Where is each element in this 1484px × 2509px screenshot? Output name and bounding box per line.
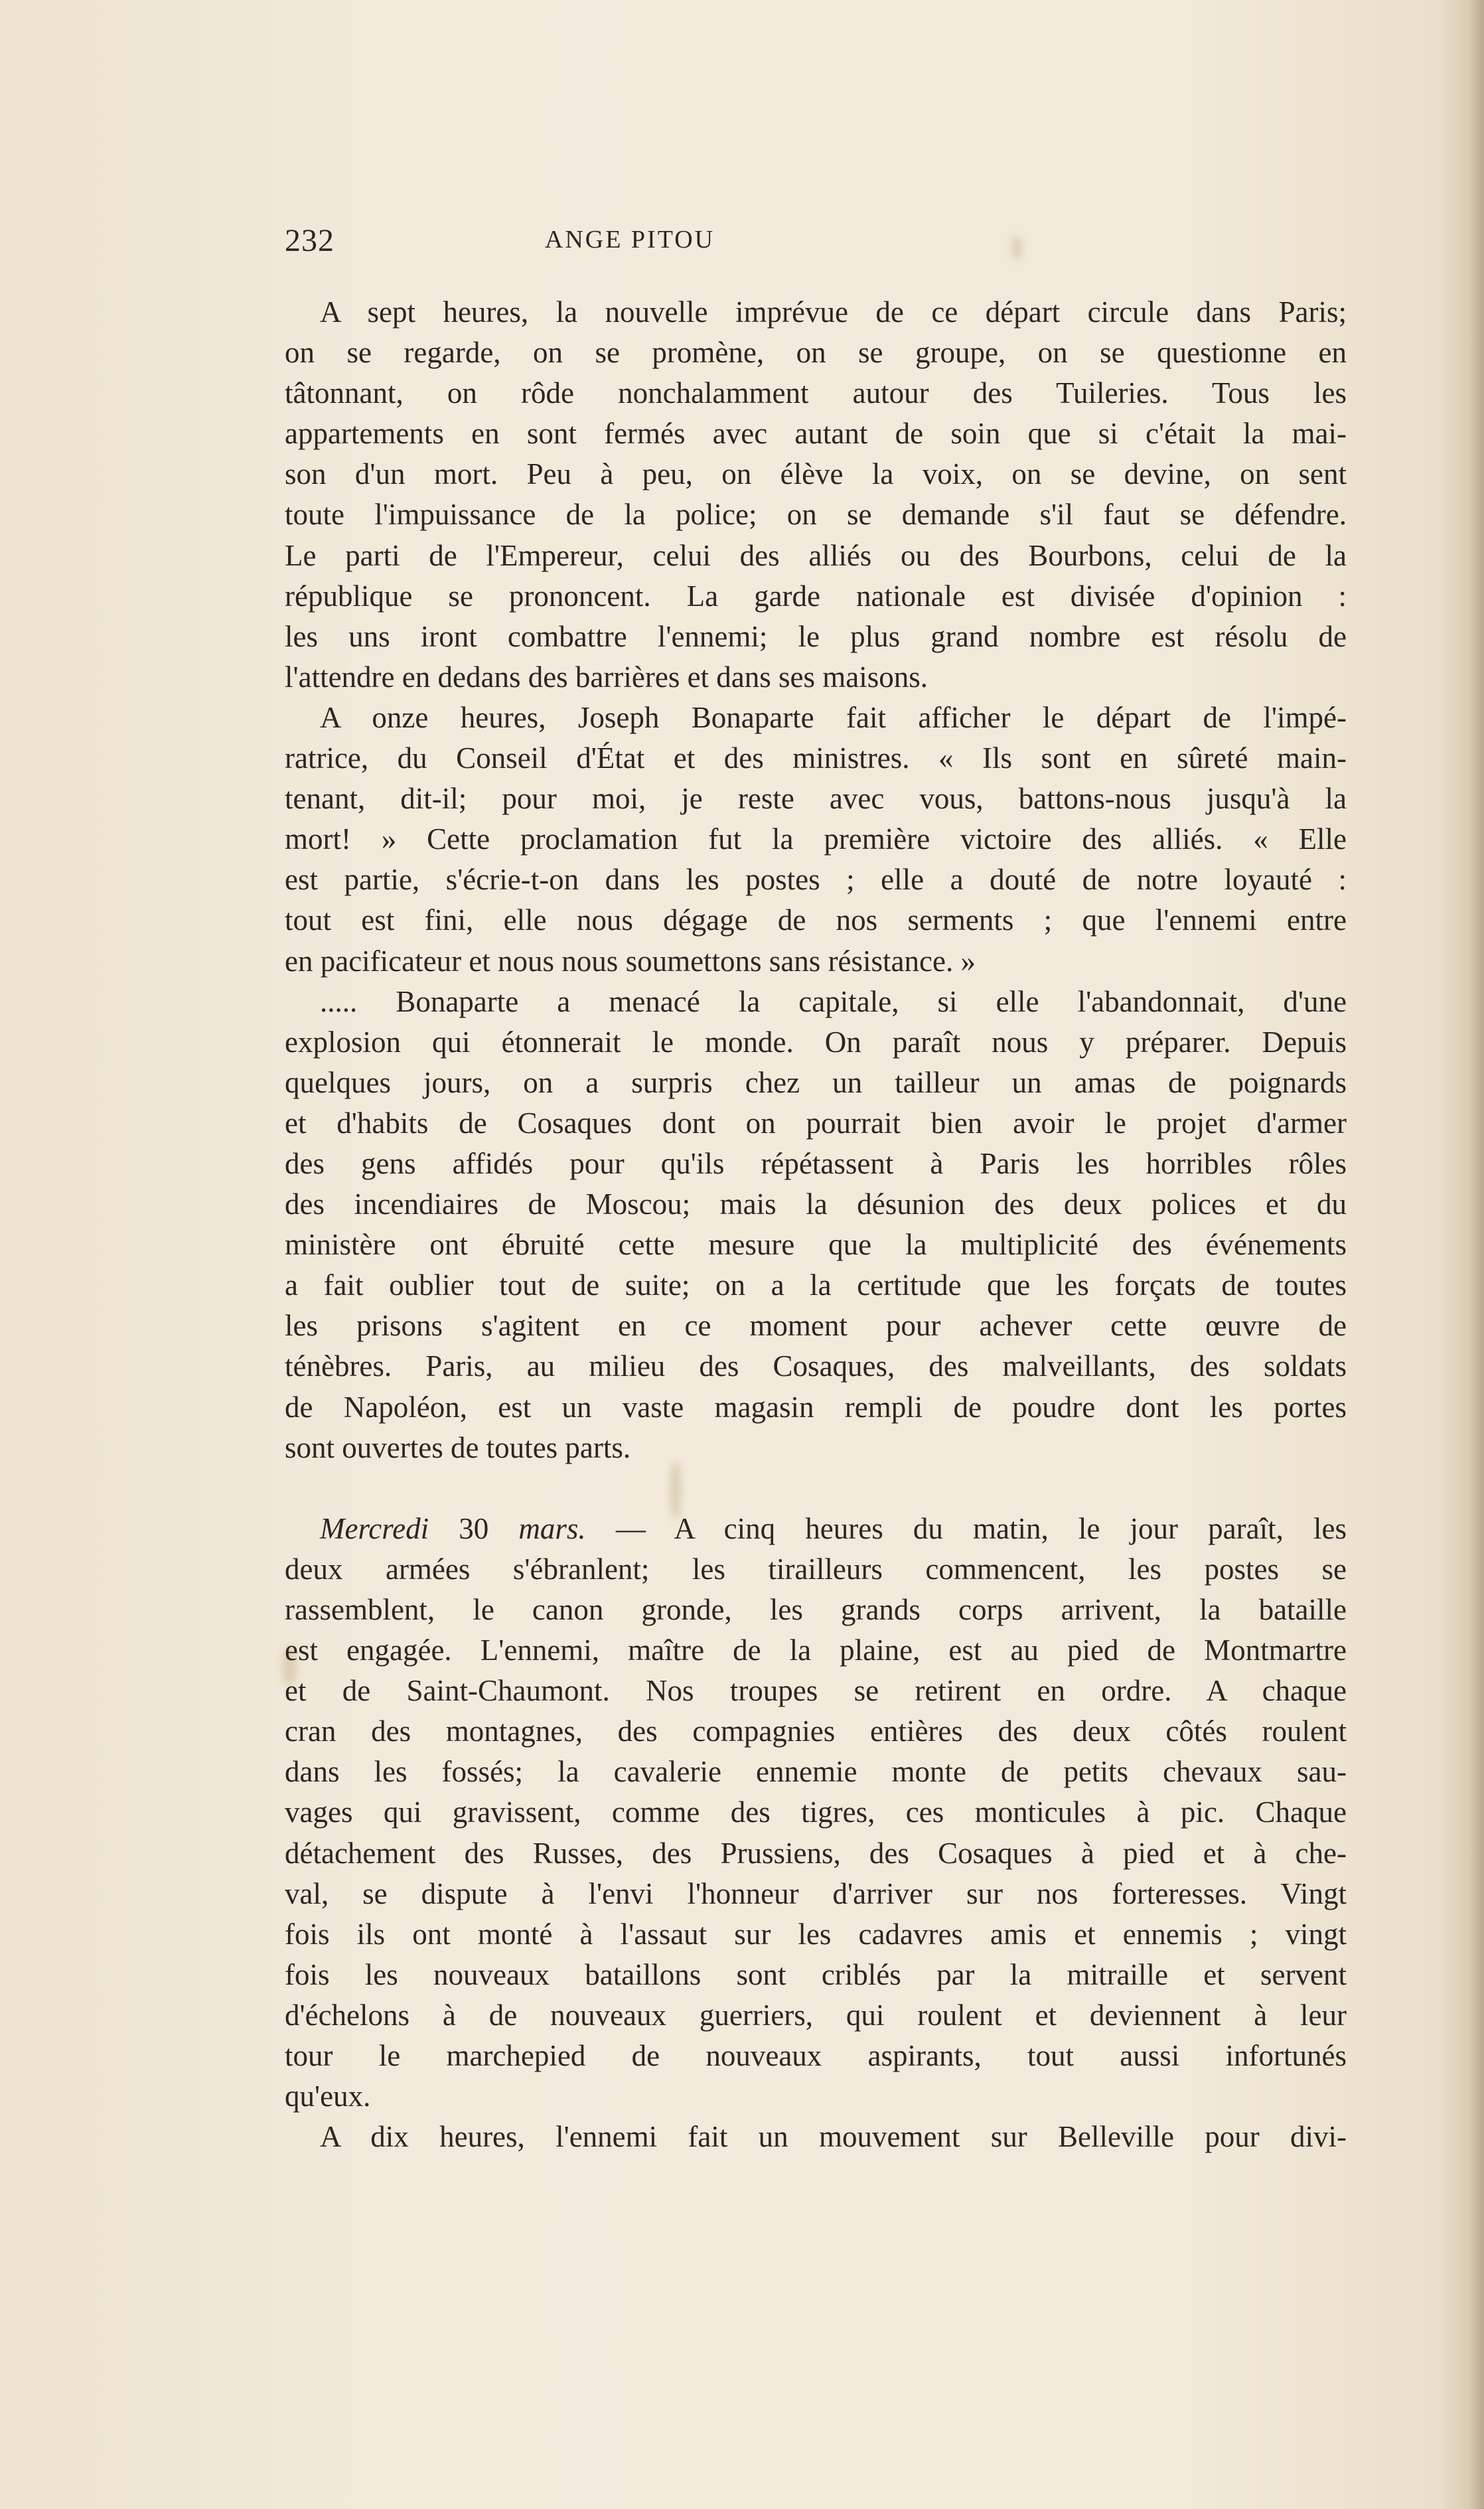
text-line: fois les nouveaux bataillons sont criblés par la mitraille et servent <box>285 1957 1347 1991</box>
text-line: d'échelons à de nouveaux guerriers, qui roulent et deviennent à leur <box>285 1998 1347 2032</box>
text-line: est engagée. L'ennemi, maître de la plaine, est au pied de Montmartre <box>285 1634 1347 1667</box>
text-line: A dix heures, l'ennemi fait un mouvement sur Belleville pour divi- <box>320 2120 1347 2154</box>
text-line: son d'un mort. Peu à peu, on élève la voix, on se devine, on sent <box>285 457 1347 491</box>
paragraph <box>285 292 1347 698</box>
text-line: a fait oublier tout de suite; on a la certitude que les forçats de toutes <box>285 1268 1347 1302</box>
text-line: on se regarde, on se promène, on se groupe, on se questionne en <box>285 336 1347 370</box>
body-text <box>285 292 1347 2157</box>
paragraph <box>285 1509 1347 2117</box>
running-title: ANGE PITOU <box>544 226 715 254</box>
text-line: A onze heures, Joseph Bonaparte fait afficher le départ de l'impé- <box>320 700 1347 734</box>
paragraph-break <box>285 1468 1347 1509</box>
text-line: tour le marchepied de nouveaux aspirants, tout aussi infortunés <box>285 2039 1347 2073</box>
text-line: et d'habits de Cosaques dont on pourrait bien avoir le projet d'armer <box>285 1106 1347 1140</box>
paragraph <box>285 982 1347 1468</box>
text-line: ..... Bonaparte a menacé la capitale, si elle l'abandonnait, d'une <box>320 984 1347 1018</box>
text-line: appartements en sont fermés avec autant de soin que si c'était la mai- <box>285 417 1347 451</box>
text-line: Mercredi 30 mars. — A cinq heures du matin, le jour paraît, les <box>320 1511 1347 1545</box>
text-line: de Napoléon, est un vaste magasin rempli de poudre dont les portes <box>285 1390 1347 1424</box>
text-line: l'attendre en dedans des barrières et dans ses maisons. <box>285 660 928 694</box>
text-line: cran des montagnes, des compagnies entières des deux côtés roulent <box>285 1714 1347 1748</box>
text-line: les prisons s'agitent en ce moment pour achever cette œuvre de <box>285 1309 1347 1343</box>
text-line: ratrice, du Conseil d'État et des ministres. « Ils sont en sûreté main- <box>285 741 1347 775</box>
text-line: sont ouvertes de toutes parts. <box>285 1430 631 1464</box>
page-header <box>285 222 1347 262</box>
text-line: des gens affidés pour qu'ils répétassent à Paris les horribles rôles <box>285 1146 1347 1180</box>
text-line: ministère ont ébruité cette mesure que la multiplicité des événements <box>285 1228 1347 1262</box>
text-line: ténèbres. Paris, au milieu des Cosaques, des malveillants, des soldats <box>285 1349 1347 1383</box>
text-line: A sept heures, la nouvelle imprévue de ce départ circule dans Paris; <box>320 295 1347 329</box>
text-line: tâtonnant, on rôde nonchalamment autour des Tuileries. Tous les <box>285 376 1347 410</box>
text-line: quelques jours, on a surpris chez un tailleur un amas de poignards <box>285 1065 1347 1099</box>
text-line: rassemblent, le canon gronde, les grands corps arrivent, la bataille <box>285 1593 1347 1626</box>
text-line: et de Saint-Chaumont. Nos troupes se retirent en ordre. A chaque <box>285 1674 1347 1708</box>
text-line: tenant, dit-il; pour moi, je reste avec vous, battons-nous jusqu'à la <box>285 782 1347 816</box>
text-line: val, se dispute à l'envi l'honneur d'arriver sur nos forteresses. Vingt <box>285 1876 1347 1910</box>
paragraph <box>285 698 1347 982</box>
text-line: des incendiaires de Moscou; mais la désunion des deux polices et du <box>285 1187 1347 1221</box>
text-line: tout est fini, elle nous dégage de nos serments ; que l'ennemi entre <box>285 903 1347 937</box>
text-line: toute l'impuissance de la police; on se demande s'il faut se défendre. <box>285 498 1347 532</box>
text-line: deux armées s'ébranlent; les tirailleurs commencent, les postes se <box>285 1552 1347 1586</box>
text-line: république se prononcent. La garde nationale est divisée d'opinion : <box>285 579 1347 613</box>
paragraph <box>285 2117 1347 2157</box>
text-line: mort! » Cette proclamation fut la première victoire des alliés. « Elle <box>285 822 1347 856</box>
page-number: 232 <box>285 223 334 258</box>
text-line: Le parti de l'Empereur, celui des alliés ou des Bourbons, celui de la <box>285 538 1347 572</box>
text-line: les uns iront combattre l'ennemi; le plus grand nombre est résolu de <box>285 619 1347 653</box>
text-line: détachement des Russes, des Prussiens, des Cosaques à pied et à che- <box>285 1836 1347 1870</box>
text-line: fois ils ont monté à l'assaut sur les cadavres amis et ennemis ; vingt <box>285 1917 1347 1951</box>
text-line: en pacificateur et nous nous soumettons sans résistance. » <box>285 944 976 978</box>
text-line: explosion qui étonnerait le monde. On paraît nous y préparer. Depuis <box>285 1025 1347 1059</box>
text-line: vages qui gravissent, comme des tigres, ces monticules à pic. Chaque <box>285 1795 1347 1829</box>
text-line: dans les fossés; la cavalerie ennemie monte de petits chevaux sau- <box>285 1755 1347 1789</box>
text-line: qu'eux. <box>285 2080 371 2113</box>
text-line: est partie, s'écrie-t-on dans les postes ; elle a douté de notre loyauté : <box>285 863 1347 897</box>
